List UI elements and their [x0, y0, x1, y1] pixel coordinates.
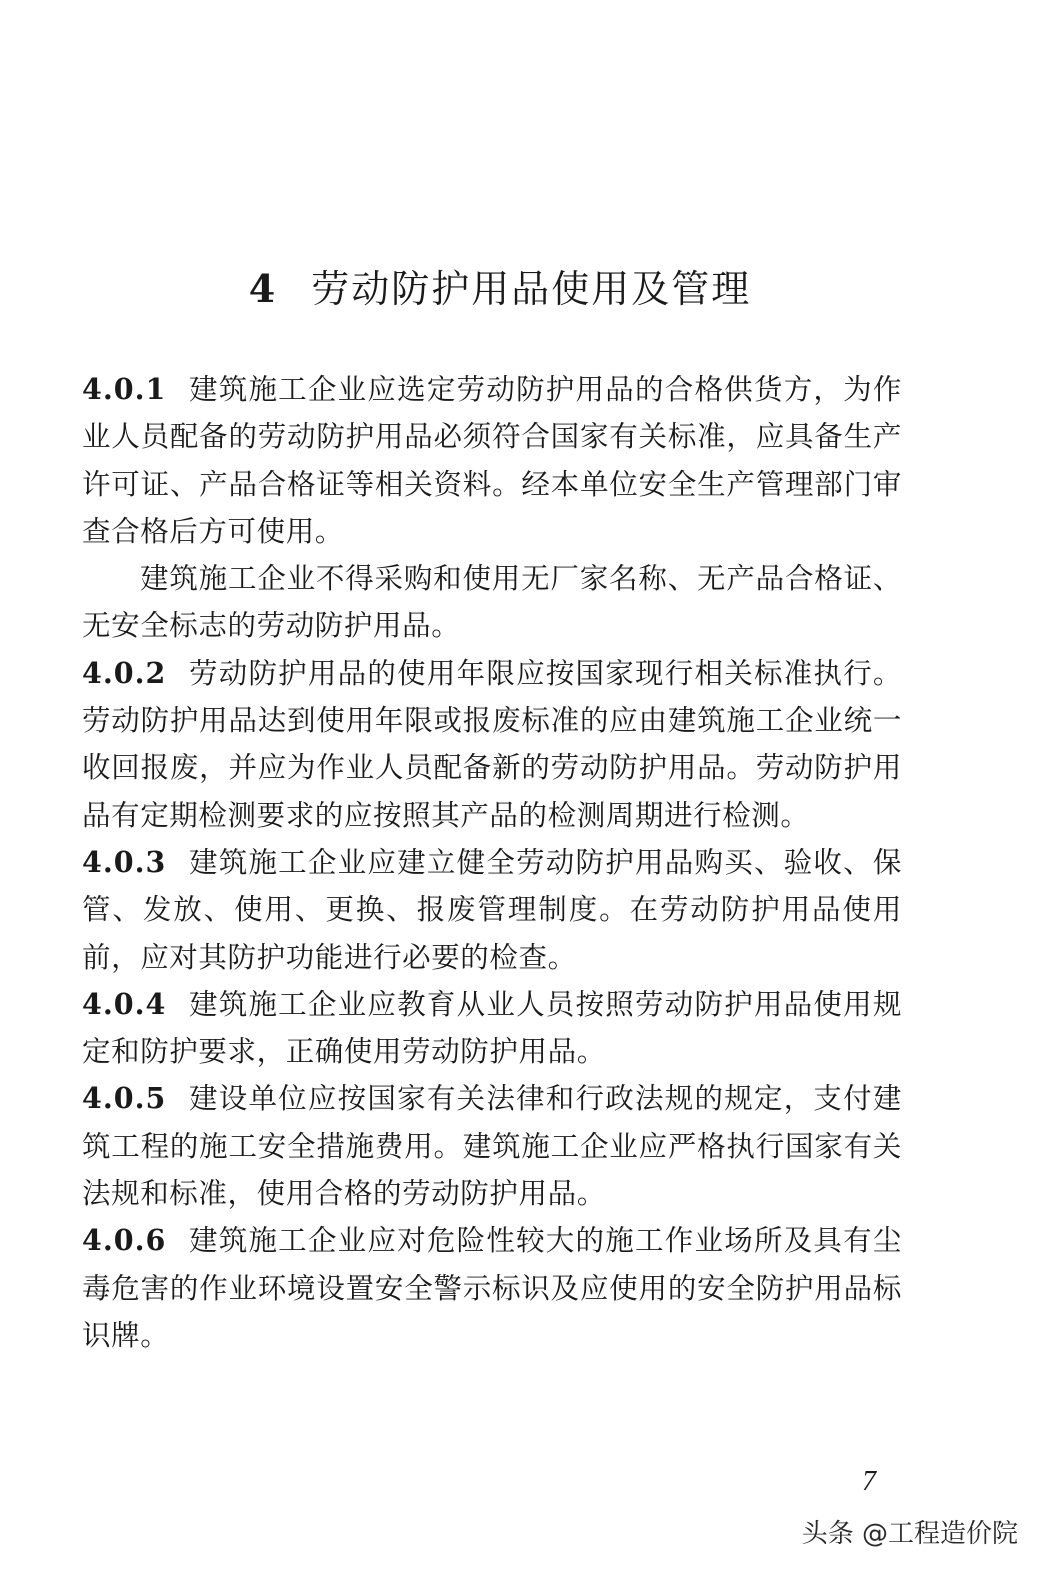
clause-number: 4.0.6	[82, 1223, 167, 1258]
clause-4-0-1	[82, 366, 902, 555]
chapter-number: 4	[248, 266, 278, 311]
page-number: 7	[862, 1466, 876, 1497]
clause-text: 建筑施工企业应对危险性较大的施工作业场所及具有尘毒危害的作业环境设置安全警示标识及应使用的安全防护用品标识牌。	[82, 1224, 902, 1352]
clause-4-0-2	[82, 650, 902, 839]
clause-list	[82, 366, 902, 1359]
clause-text: 建筑施工企业应建立健全劳动防护用品购买、验收、保管、发放、使用、更换、报废管理制度。在劳动防护用品使用前，应对其防护功能进行必要的检查。	[82, 845, 902, 974]
clause-number: 4.0.4	[82, 986, 167, 1021]
clause-number: 4.0.1	[82, 372, 167, 406]
clause-4-0-5	[82, 1075, 902, 1217]
clause-number: 4.0.3	[82, 844, 167, 879]
clause-4-0-4	[82, 981, 902, 1076]
clause-text: 建设单位应按国家有关法律和行政法规的规定，支付建筑工程的施工安全措施费用。建筑施工企业应严格执行国家有关法规和标准，使用合格的劳动防护用品。	[82, 1082, 902, 1211]
chapter-title-text: 劳动防护用品使用及管理	[311, 267, 752, 311]
clause-4-0-6	[82, 1217, 902, 1359]
clause-text: 劳动防护用品的使用年限应按国家现行相关标准执行。劳动防护用品达到使用年限或报废标准的应由建筑施工企业统一收回报废，并应为作业人员配备新的劳动防护用品。劳动防护用品有定期检测要求的应按照其产品的检测周期进行检测。	[82, 656, 902, 832]
clause-text: 建筑施工企业不得采购和使用无厂家名称、无产品合格证、无安全标志的劳动防护用品。	[82, 562, 902, 643]
clause-text: 建筑施工企业应选定劳动防护用品的合格供货方，为作业人员配备的劳动防护用品必须符合国家有关标准，应具备生产许可证、产品合格证等相关资料。经本单位安全生产管理部门审查合格后方可使用。	[82, 373, 902, 548]
clause-number: 4.0.5	[82, 1081, 167, 1116]
clause-number: 4.0.2	[82, 655, 167, 690]
clause-4-0-1-paragraph-2	[82, 555, 902, 650]
chapter-title	[0, 258, 1000, 313]
watermark-text: 头条 @工程造价院	[801, 1519, 1018, 1549]
clause-4-0-3	[82, 839, 902, 981]
clause-text: 建筑施工企业应教育从业人员按照劳动防护用品使用规定和防护要求，正确使用劳动防护用品。	[82, 987, 902, 1069]
